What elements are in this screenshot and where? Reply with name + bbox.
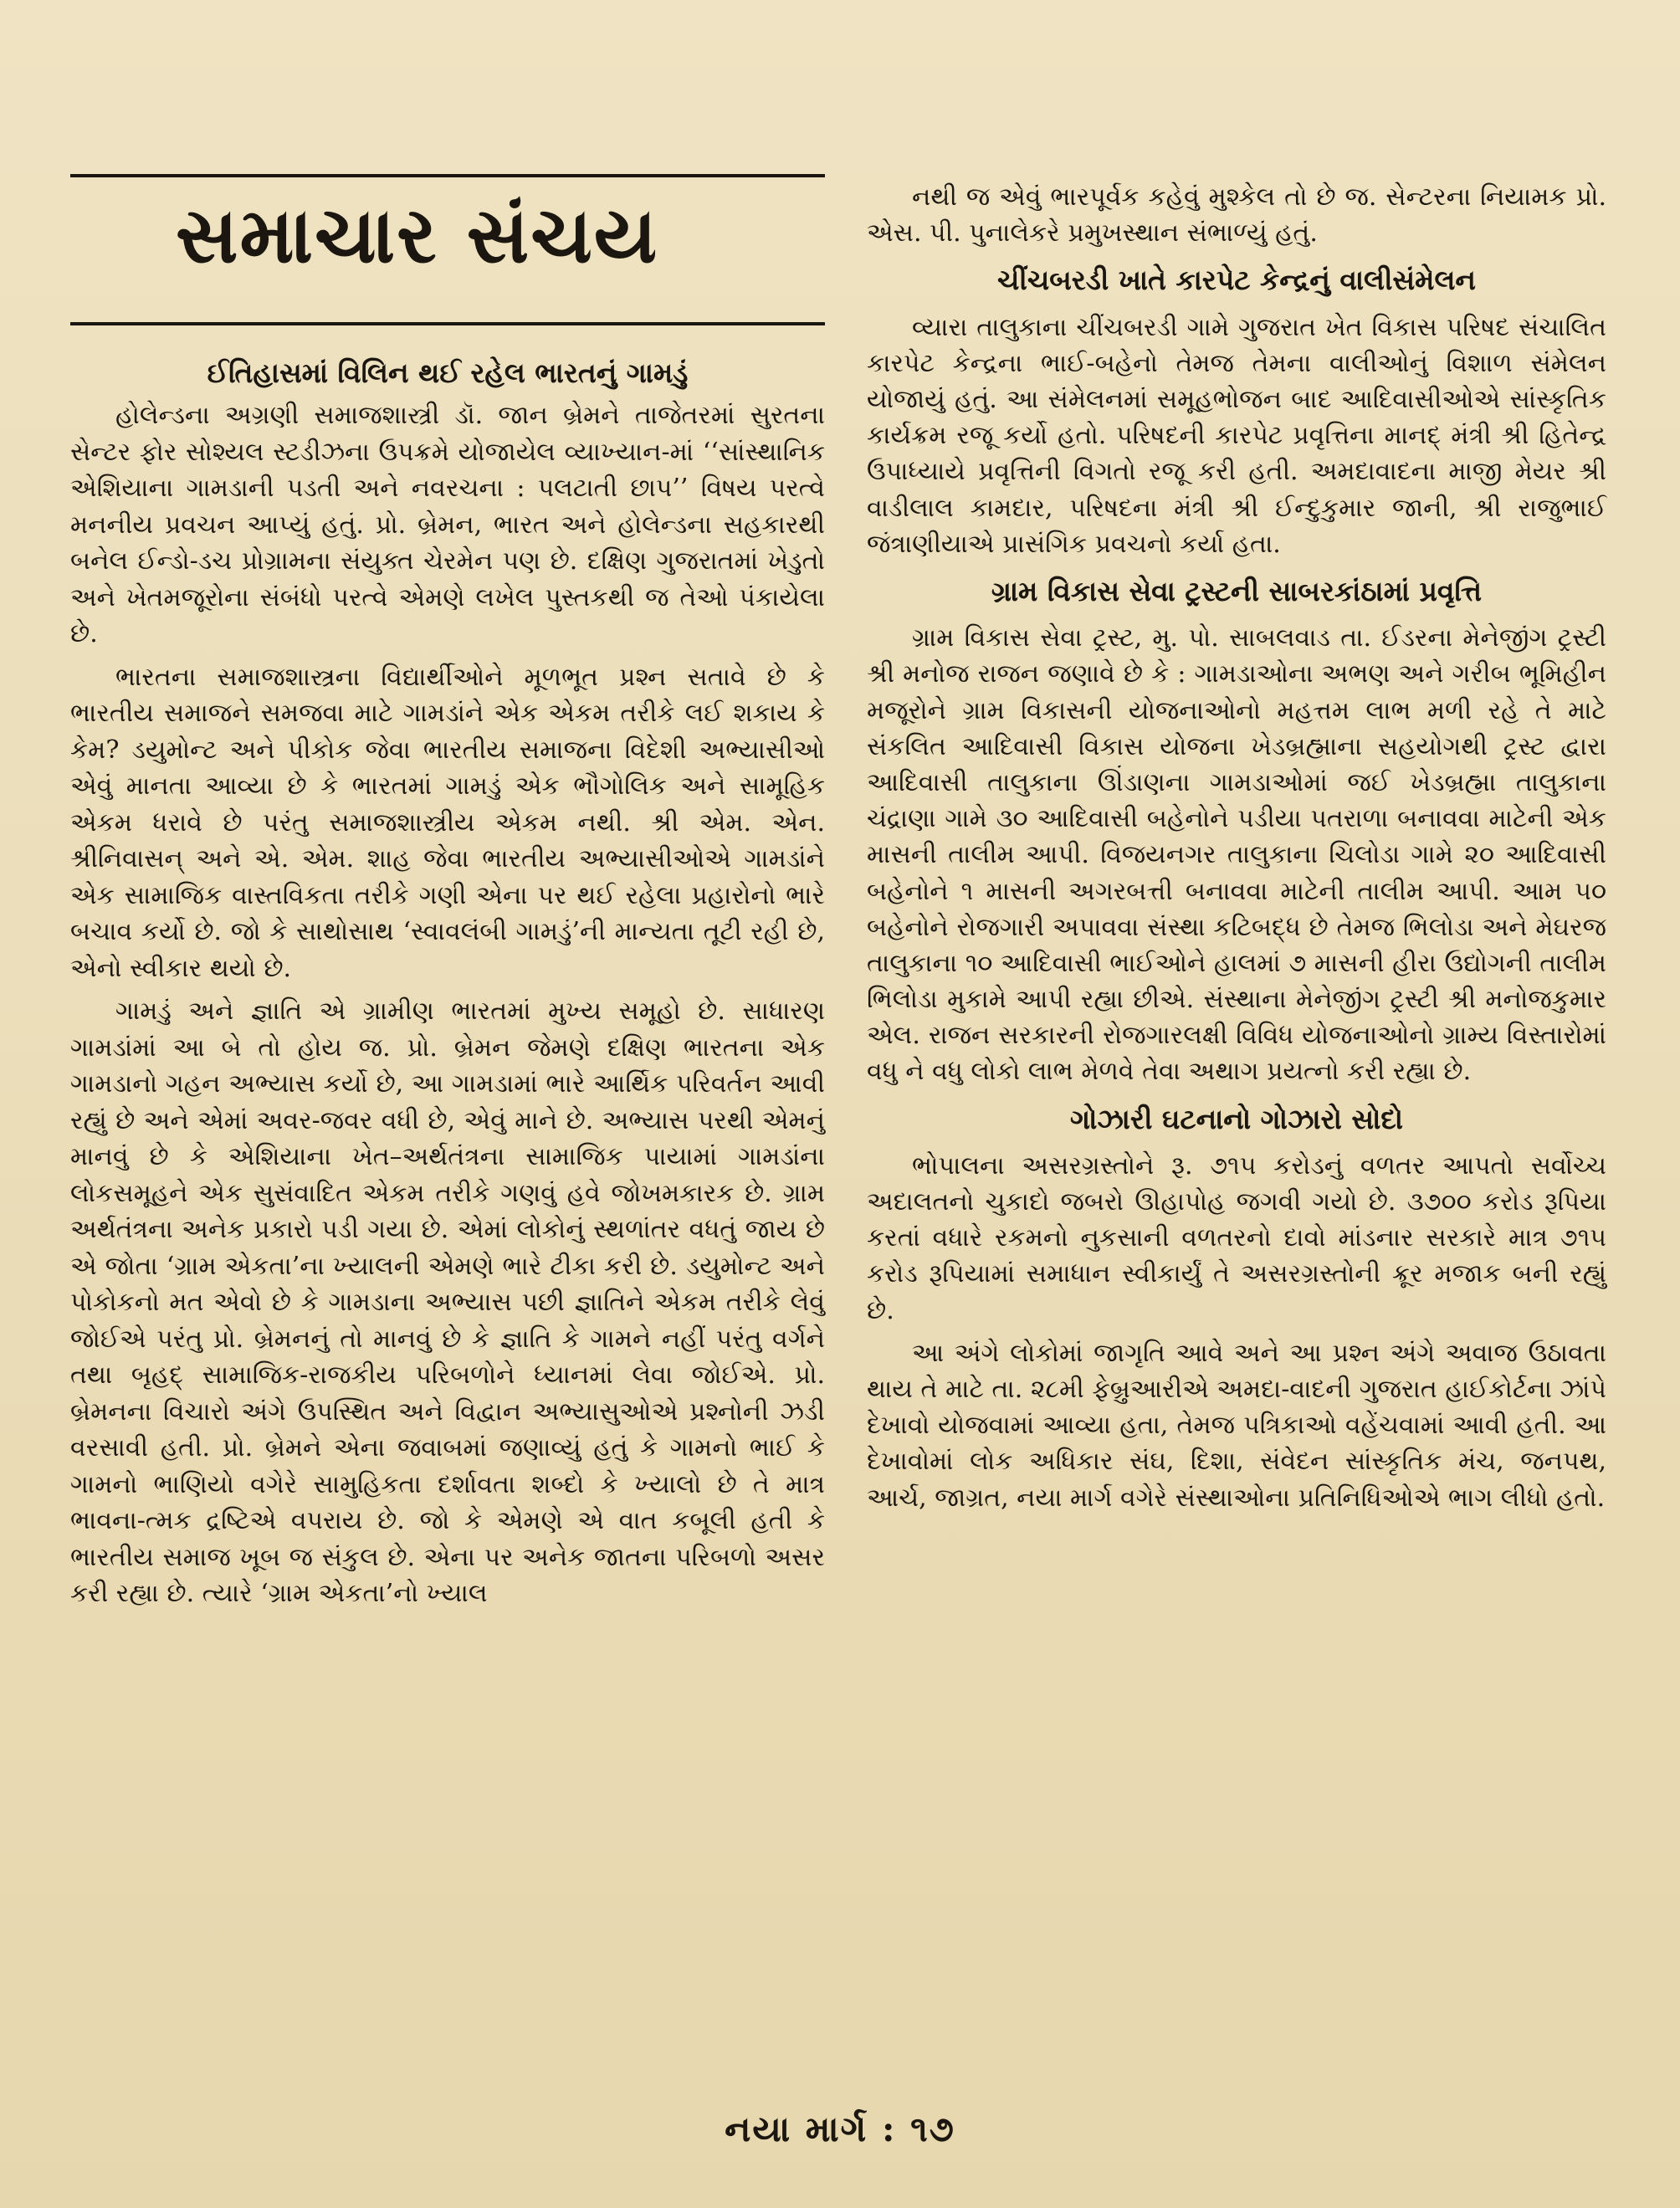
top-rule [70, 174, 825, 177]
section-title: ગ્રામ વિકાસ સેવા ટ્રસ્ટની સાબરકાંઠામાં પ્રવૃત્તિ [991, 574, 1483, 607]
left-paragraph: ગામડું અને જ્ઞાતિ એ ગ્રામીણ ભારતમાં મુખ્ય સમૂહો છે. સાધારણ ગામડાંમાં આ બે તો હોય જ. પ્રો. બ્રેમન જેમણે દક્ષિણ ભારતના એક ગામડાનો ગહન અભ્યાસ કર્યો છે, આ ગામડામાં ભારે આર્થિક પરિવર્તન આવી રહ્યું છે અને એમાં અવર-જવર વધી છે, એવું માને છે. અભ્યાસ પરથી એમનું માનવું છે કે એશિયાના ખેત–અર્થતંત્રના સામાજિક પાયામાં ગામડાંના લોકસમૂહને એક સુસંવાદિત એકમ તરીકે ગણવું હવે જોખમકારક છે. ગ્રામ અર્થતંત્રના અનેક પ્રકારો પડી ગયા છે. એમાં લોકોનું સ્થળાંતર વધતું જાય છે એ જોતા ‘ગ્રામ એકતા’ના ખ્યાલની એમણે ભારે ટીકા કરી છે. ડયુમોન્ટ અને પોકોકનો મત એવો છે કે ગામડાના અભ્યાસ પછી જ્ઞાતિને એકમ તરીકે લેવું જોઈએ પરંતુ પ્રો. બ્રેમનનું તો માનવું છે કે જ્ઞાતિ કે ગામને નહીં પરંતુ વર્ગને તથા બૃહદ્ સામાજિક-રાજકીય પરિબળોને ધ્યાનમાં લેવા જોઈએ. પ્રો. બ્રેમનના વિચારો અંગે ઉપસ્થિત અને વિદ્વાન અભ્યાસુઓએ પ્રશ્નોની ઝડી વરસાવી હતી. પ્રો. બ્રેમને એના જવાબમાં જણાવ્યું હતું કે ગામનો ભાઈ કે ગામનો ભાણિયો વગેરે સામુહિકતા દર્શાવતા શબ્દો કે ખ્યાલો છે તે માત્ર ભાવના-ત્મક દ્રષ્ટિએ વપરાય છે. જો કે એમણે એ વાત કબૂલી હતી કે ભારતીય સમાજ ખૂબ જ સંકુલ છે. એના પર અનેક જાતના પરિબળો અસર કરી રહ્યા છે. ત્યારે ‘ગ્રામ એકતા’નો ખ્યાલ [70, 996, 825, 1608]
section-title: ગોઝારી ઘટનાનો ગોઝારો સોદો [1069, 1102, 1404, 1135]
masthead-rule [70, 322, 825, 325]
section-trust [867, 574, 1606, 1090]
section-carpet [867, 263, 1606, 562]
left-paragraph: ભારતના સમાજશાસ્ત્રના વિદ્યાર્થીઓને મૂળભૂત પ્રશ્ન સતાવે છે કે ભારતીય સમાજને સમજવા માટે ગામડાંને એક એકમ તરીકે લઈ શકાય કે કેમ? ડયુમોન્ટ અને પીકોક જેવા ભારતીય સમાજના વિદેશી અભ્યાસીઓ એવું માનતા આવ્યા છે કે ભારતમાં ગામડું એક ભૌગોલિક અને સામૂહિક એકમ ધરાવે છે પરંતુ સમાજશાસ્ત્રીય એકમ નથી. શ્રી એમ. એન. શ્રીનિવાસન્ અને એ. એમ. શાહ જેવા ભારતીય અભ્યાસીઓએ ગામડાંને એક સામાજિક વાસ્તવિકતા તરીકે ગણી એના પર થઈ રહેલા પ્રહારોનો ભારે બચાવ કર્યો છે. જો કે સાથોસાથ ‘સ્વાવલંબી ગામડું’ની માન્યતા તૂટી રહી છે, એનો સ્વીકાર થયો છે. [70, 662, 825, 983]
section-paragraph: ભોપાલના અસરગ્રસ્તોને રૂ. ૭૧૫ કરોડનું વળતર આપતો સર્વોચ્ચ અદાલતનો ચુકાદો જબરો ઊહાપોહ જગવી ગયો છે. ૩૭૦૦ કરોડ રૂપિયા કરતાં વધારે રકમનો નુકસાની વળતરનો દાવો માંડનાર સરકારે માત્ર ૭૧૫ કરોડ રૂપિયામાં સમાધાન સ્વીકાર્યું તે અસરગ્રસ્તોની ક્રૂર મજાક બની રહ્યું છે. [867, 1150, 1606, 1325]
continuation-paragraph: નથી જ એવું ભારપૂર્વક કહેવું મુશ્કેલ તો છે જ. સેન્ટરના નિયામક પ્રો. એસ. પી. પુનાલેકરે પ્રમુખસ્થાન સંભાળ્યું હતું. [867, 182, 1606, 248]
left-headline: ઈતિહાસમાં વિલિન થઈ રહેલ ભારતનું ગામડું [207, 356, 689, 389]
section-title: ચીંચબરડી ખાતે કારપેટ કેન્દ્રનું વાલીસંમેલન [997, 264, 1476, 297]
section-paragraph: આ અંગે લોકોમાં જાગૃતિ આવે અને આ પ્રશ્ન અંગે અવાજ ઉઠાવતા થાય તે માટે તા. ૨૮મી ફેબ્રુઆરીએ અમદા-વાદની ગુજરાત હાઈકોર્ટના ઝાંપે દેખાવો યોજવામાં આવ્યા હતા, તેમજ પત્રિકાઓ વહેંચવામાં આવી હતી. આ દેખાવોમાં લોક અધિકાર સંઘ, દિશા, સંવેદન સાંસ્કૃતિક મંચ, જનપથ, આર્ચ, જાગ્રત, નયા માર્ગ વગેરે સંસ્થાઓના પ્રતિનિધિઓએ ભાગ લીધો હતો. [867, 1338, 1606, 1513]
page-title: સમાચાર સંચય [176, 190, 659, 280]
section-paragraph: ગ્રામ વિકાસ સેવા ટ્રસ્ટ, મુ. પો. સાબલવાડ તા. ઈડરના મેનેજીંગ ટ્રસ્ટી શ્રી મનોજ રાજન જણાવે છે કે : ગામડાઓના અભણ અને ગરીબ ભૂમિહીન મજૂરોને ગ્રામ વિકાસની યોજનાઓનો મહત્તમ લાભ મળી રહે તે માટે સંકલિત આદિવાસી વિકાસ યોજના ખેડબ્રહ્માના સહયોગથી ટ્રસ્ટ દ્વારા આદિવાસી તાલુકાના ઊંડાણના ગામડાઓમાં જઈ ખેડબ્રહ્મા તાલુકાના ચંદ્રાણા ગામે ૩૦ આદિવાસી બહેનોને પડીયા પતરાળા બનાવવા માટેની એક માસની તાલીમ આપી. વિજયનગર તાલુકાના ચિલોડા ગામે ૨૦ આદિવાસી બહેનોને ૧ માસની અગરબત્તી બનાવવા માટેની તાલીમ આપી. આમ ૫૦ બહેનોને રોજગારી અપાવવા સંસ્થા કટિબદ્ધ છે તેમજ ભિલોડા અને મેઘરજ તાલુકાના ૧૦ આદિવાસી ભાઈઓને હાલમાં ૭ માસની હીરા ઉદ્યોગની તાલીમ ભિલોડા મુકામે આપી રહ્યા છીએ. સંસ્થાના મેનેજીંગ ટ્રસ્ટી શ્રી મનોજકુમાર એલ. રાજન સરકારની રોજગારલક્ષી વિવિધ યોજનાઓનો ગ્રામ્ય વિસ્તારોમાં વધુ ને વધુ લોકો લાભ મેળવે તેવા અથાગ પ્રયત્નો કરી રહ્યા છે. [867, 623, 1606, 1087]
section-paragraph: વ્યારા તાલુકાના ચીંચબરડી ગામે ગુજરાત ખેત વિકાસ પરિષદ સંચાલિત કારપેટ કેન્દ્રના ભાઈ-બહેનો તેમજ તેમના વાલીઓનું વિશાળ સંમેલન યોજાયું હતું. આ સંમેલનમાં સમૂહભોજન બાદ આદિવાસીઓએ સાંસ્કૃતિક કાર્યક્રમ રજૂ કર્યો હતો. પરિષદની કારપેટ પ્રવૃત્તિના માનદ્ મંત્રી શ્રી હિતેન્દ્ર ઉપાધ્યાયે પ્રવૃત્તિની વિગતો રજૂ કરી હતી. અમદાવાદના માજી મેયર શ્રી વાડીલાલ કામદાર, પરિષદના મંત્રી શ્રી ઈન્દુકુમાર જાની, શ્રી રાજુભાઈ જંત્રાણીયાએ પ્રાસંગિક પ્રવચનો કર્યા હતા. [867, 312, 1606, 559]
left-body [70, 397, 825, 1619]
section-bhopal [867, 1102, 1606, 1516]
right-column [867, 179, 1606, 1528]
page-footer: નયા માર્ગ : ૧૭ [725, 2108, 955, 2149]
left-paragraph: હોલેન્ડના અગ્રણી સમાજશાસ્ત્રી ડૉ. જાન બ્રેમને તાજેતરમાં સુરતના સેન્ટર ફોર સોશ્યલ સ્ટડીઝના ઉપક્રમે યોજાયેલ વ્યાખ્યાન-માં ‘‘સાંસ્થાનિક એશિયાના ગામડાની પડતી અને નવરચના : પલટાતી છાપ’’ વિષય પરત્વે મનનીય પ્રવચન આપ્યું હતું. પ્રો. બ્રેમન, ભારત અને હોલેન્ડના સહકારથી બનેલ ઈન્ડો-ડચ પ્રોગ્રામના સંયુક્ત ચેરમેન પણ છે. દક્ષિણ ગુજરાતમાં ખેડુતો અને ખેતમજૂરોના સંબંધો પરત્વે એમણે લખેલ પુસ્તકથી જ તેઓ પંકાયેલા છે. [70, 401, 825, 648]
